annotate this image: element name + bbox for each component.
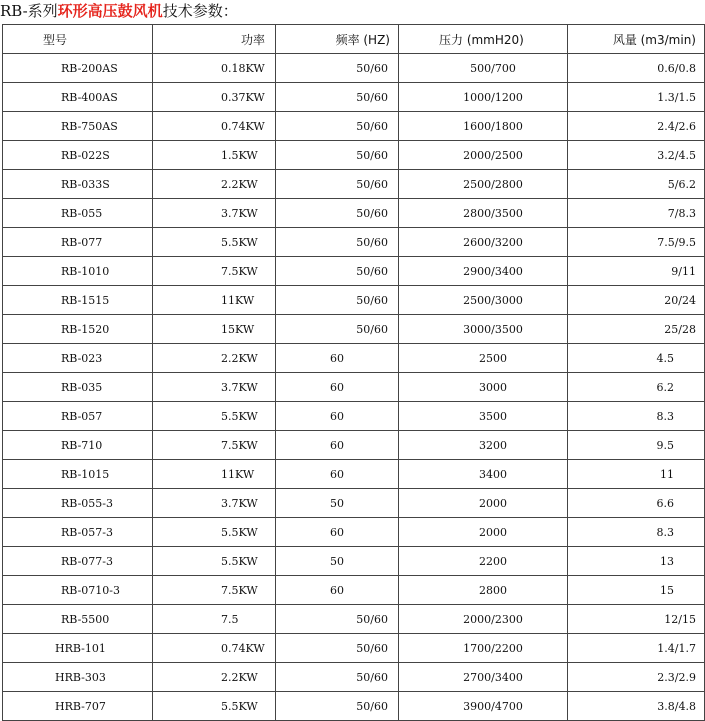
cell-pressure: 1600/1800 bbox=[399, 112, 568, 141]
cell-model: HRB-101 bbox=[3, 634, 153, 663]
table-row bbox=[3, 228, 705, 257]
cell-pressure: 2500/2800 bbox=[399, 170, 568, 199]
cell-model: RB-022S bbox=[3, 141, 153, 170]
table-row bbox=[3, 170, 705, 199]
table-row bbox=[3, 518, 705, 547]
cell-model: RB-710 bbox=[3, 431, 153, 460]
table-row bbox=[3, 83, 705, 112]
cell-frequency: 60 bbox=[276, 518, 399, 547]
cell-pressure: 3000 bbox=[399, 373, 568, 402]
cell-power: 11KW bbox=[153, 460, 276, 489]
cell-pressure: 1000/1200 bbox=[399, 83, 568, 112]
cell-pressure: 2800 bbox=[399, 576, 568, 605]
cell-power: 1.5KW bbox=[153, 141, 276, 170]
table-body bbox=[3, 54, 705, 721]
cell-power: 7.5KW bbox=[153, 257, 276, 286]
table-row bbox=[3, 141, 705, 170]
table-row bbox=[3, 489, 705, 518]
cell-frequency: 50/60 bbox=[276, 634, 399, 663]
cell-frequency: 50/60 bbox=[276, 257, 399, 286]
cell-power: 2.2KW bbox=[153, 663, 276, 692]
table-row bbox=[3, 315, 705, 344]
table-row bbox=[3, 54, 705, 83]
table-row bbox=[3, 460, 705, 489]
cell-power: 7.5KW bbox=[153, 576, 276, 605]
cell-power: 5.5KW bbox=[153, 402, 276, 431]
cell-frequency: 50/60 bbox=[276, 605, 399, 634]
cell-frequency: 50/60 bbox=[276, 54, 399, 83]
cell-frequency: 50/60 bbox=[276, 692, 399, 721]
cell-model: HRB-303 bbox=[3, 663, 153, 692]
cell-power: 5.5KW bbox=[153, 228, 276, 257]
cell-pressure: 3400 bbox=[399, 460, 568, 489]
cell-airflow: 6.6 bbox=[568, 489, 705, 518]
cell-frequency: 60 bbox=[276, 402, 399, 431]
cell-airflow: 15 bbox=[568, 576, 705, 605]
cell-power: 7.5 bbox=[153, 605, 276, 634]
cell-frequency: 60 bbox=[276, 373, 399, 402]
cell-model: RB-750AS bbox=[3, 112, 153, 141]
title-suffix: 技术参数： bbox=[162, 2, 238, 20]
cell-power: 0.74KW bbox=[153, 634, 276, 663]
cell-pressure: 2500 bbox=[399, 344, 568, 373]
header-model: 型号 bbox=[3, 25, 153, 54]
cell-airflow: 13 bbox=[568, 547, 705, 576]
cell-model: RB-055 bbox=[3, 199, 153, 228]
cell-power: 2.2KW bbox=[153, 344, 276, 373]
cell-model: RB-035 bbox=[3, 373, 153, 402]
cell-frequency: 50 bbox=[276, 547, 399, 576]
cell-model: RB-1010 bbox=[3, 257, 153, 286]
table-row bbox=[3, 373, 705, 402]
cell-pressure: 1700/2200 bbox=[399, 634, 568, 663]
table-row bbox=[3, 402, 705, 431]
header-airflow: 风量 (m3/min) bbox=[568, 25, 705, 54]
cell-model: RB-055-3 bbox=[3, 489, 153, 518]
cell-model: HRB-707 bbox=[3, 692, 153, 721]
cell-airflow: 7/8.3 bbox=[568, 199, 705, 228]
cell-power: 3.7KW bbox=[153, 489, 276, 518]
cell-airflow: 20/24 bbox=[568, 286, 705, 315]
table-row bbox=[3, 257, 705, 286]
cell-model: RB-057 bbox=[3, 402, 153, 431]
table-row bbox=[3, 199, 705, 228]
cell-airflow: 4.5 bbox=[568, 344, 705, 373]
cell-frequency: 50/60 bbox=[276, 170, 399, 199]
cell-airflow: 12/15 bbox=[568, 605, 705, 634]
table-row bbox=[3, 547, 705, 576]
cell-frequency: 50/60 bbox=[276, 141, 399, 170]
table-row bbox=[3, 344, 705, 373]
cell-model: RB-1015 bbox=[3, 460, 153, 489]
table-row bbox=[3, 663, 705, 692]
cell-power: 5.5KW bbox=[153, 518, 276, 547]
cell-airflow: 1.4/1.7 bbox=[568, 634, 705, 663]
cell-model: RB-1520 bbox=[3, 315, 153, 344]
title-highlight: 环形高压鼓风机 bbox=[57, 2, 163, 20]
cell-airflow: 3.8/4.8 bbox=[568, 692, 705, 721]
cell-pressure: 3200 bbox=[399, 431, 568, 460]
header-power: 功率 bbox=[153, 25, 276, 54]
cell-power: 0.18KW bbox=[153, 54, 276, 83]
cell-frequency: 60 bbox=[276, 460, 399, 489]
cell-frequency: 50/60 bbox=[276, 83, 399, 112]
cell-airflow: 7.5/9.5 bbox=[568, 228, 705, 257]
cell-pressure: 3000/3500 bbox=[399, 315, 568, 344]
cell-frequency: 50/60 bbox=[276, 228, 399, 257]
cell-power: 7.5KW bbox=[153, 431, 276, 460]
cell-power: 2.2KW bbox=[153, 170, 276, 199]
cell-pressure: 2200 bbox=[399, 547, 568, 576]
cell-airflow: 25/28 bbox=[568, 315, 705, 344]
cell-model: RB-0710-3 bbox=[3, 576, 153, 605]
cell-power: 11KW bbox=[153, 286, 276, 315]
header-frequency: 频率 (HZ) bbox=[276, 25, 399, 54]
cell-airflow: 3.2/4.5 bbox=[568, 141, 705, 170]
cell-model: RB-5500 bbox=[3, 605, 153, 634]
cell-model: RB-400AS bbox=[3, 83, 153, 112]
cell-power: 5.5KW bbox=[153, 692, 276, 721]
cell-pressure: 2000/2500 bbox=[399, 141, 568, 170]
cell-airflow: 1.3/1.5 bbox=[568, 83, 705, 112]
page-title bbox=[0, 0, 238, 22]
table-row bbox=[3, 112, 705, 141]
cell-pressure: 2000 bbox=[399, 518, 568, 547]
cell-power: 3.7KW bbox=[153, 373, 276, 402]
cell-airflow: 2.3/2.9 bbox=[568, 663, 705, 692]
cell-frequency: 50/60 bbox=[276, 663, 399, 692]
cell-model: RB-200AS bbox=[3, 54, 153, 83]
cell-model: RB-077 bbox=[3, 228, 153, 257]
table-row bbox=[3, 431, 705, 460]
cell-pressure: 3500 bbox=[399, 402, 568, 431]
cell-frequency: 60 bbox=[276, 576, 399, 605]
cell-model: RB-077-3 bbox=[3, 547, 153, 576]
cell-airflow: 6.2 bbox=[568, 373, 705, 402]
cell-power: 5.5KW bbox=[153, 547, 276, 576]
header-pressure: 压力 (mmH20) bbox=[399, 25, 568, 54]
cell-power: 3.7KW bbox=[153, 199, 276, 228]
title-prefix: RB-系列 bbox=[0, 2, 58, 20]
cell-airflow: 2.4/2.6 bbox=[568, 112, 705, 141]
cell-frequency: 50 bbox=[276, 489, 399, 518]
cell-pressure: 2600/3200 bbox=[399, 228, 568, 257]
cell-model: RB-033S bbox=[3, 170, 153, 199]
table-row bbox=[3, 605, 705, 634]
cell-pressure: 2000 bbox=[399, 489, 568, 518]
cell-model: RB-1515 bbox=[3, 286, 153, 315]
cell-pressure: 2900/3400 bbox=[399, 257, 568, 286]
cell-airflow: 5/6.2 bbox=[568, 170, 705, 199]
cell-model: RB-023 bbox=[3, 344, 153, 373]
cell-airflow: 8.3 bbox=[568, 402, 705, 431]
table-row bbox=[3, 692, 705, 721]
cell-airflow: 0.6/0.8 bbox=[568, 54, 705, 83]
spec-table bbox=[2, 24, 705, 721]
table-header-row bbox=[3, 25, 705, 54]
cell-model: RB-057-3 bbox=[3, 518, 153, 547]
cell-pressure: 2000/2300 bbox=[399, 605, 568, 634]
cell-frequency: 50/60 bbox=[276, 112, 399, 141]
cell-power: 0.74KW bbox=[153, 112, 276, 141]
cell-pressure: 2700/3400 bbox=[399, 663, 568, 692]
cell-frequency: 50/60 bbox=[276, 315, 399, 344]
cell-power: 0.37KW bbox=[153, 83, 276, 112]
cell-frequency: 60 bbox=[276, 431, 399, 460]
cell-power: 15KW bbox=[153, 315, 276, 344]
cell-pressure: 2500/3000 bbox=[399, 286, 568, 315]
cell-pressure: 3900/4700 bbox=[399, 692, 568, 721]
table-row bbox=[3, 576, 705, 605]
cell-pressure: 500/700 bbox=[399, 54, 568, 83]
cell-airflow: 11 bbox=[568, 460, 705, 489]
cell-frequency: 60 bbox=[276, 344, 399, 373]
cell-frequency: 50/60 bbox=[276, 199, 399, 228]
table-row bbox=[3, 286, 705, 315]
cell-airflow: 9.5 bbox=[568, 431, 705, 460]
cell-pressure: 2800/3500 bbox=[399, 199, 568, 228]
cell-airflow: 8.3 bbox=[568, 518, 705, 547]
cell-frequency: 50/60 bbox=[276, 286, 399, 315]
table-row bbox=[3, 634, 705, 663]
cell-airflow: 9/11 bbox=[568, 257, 705, 286]
